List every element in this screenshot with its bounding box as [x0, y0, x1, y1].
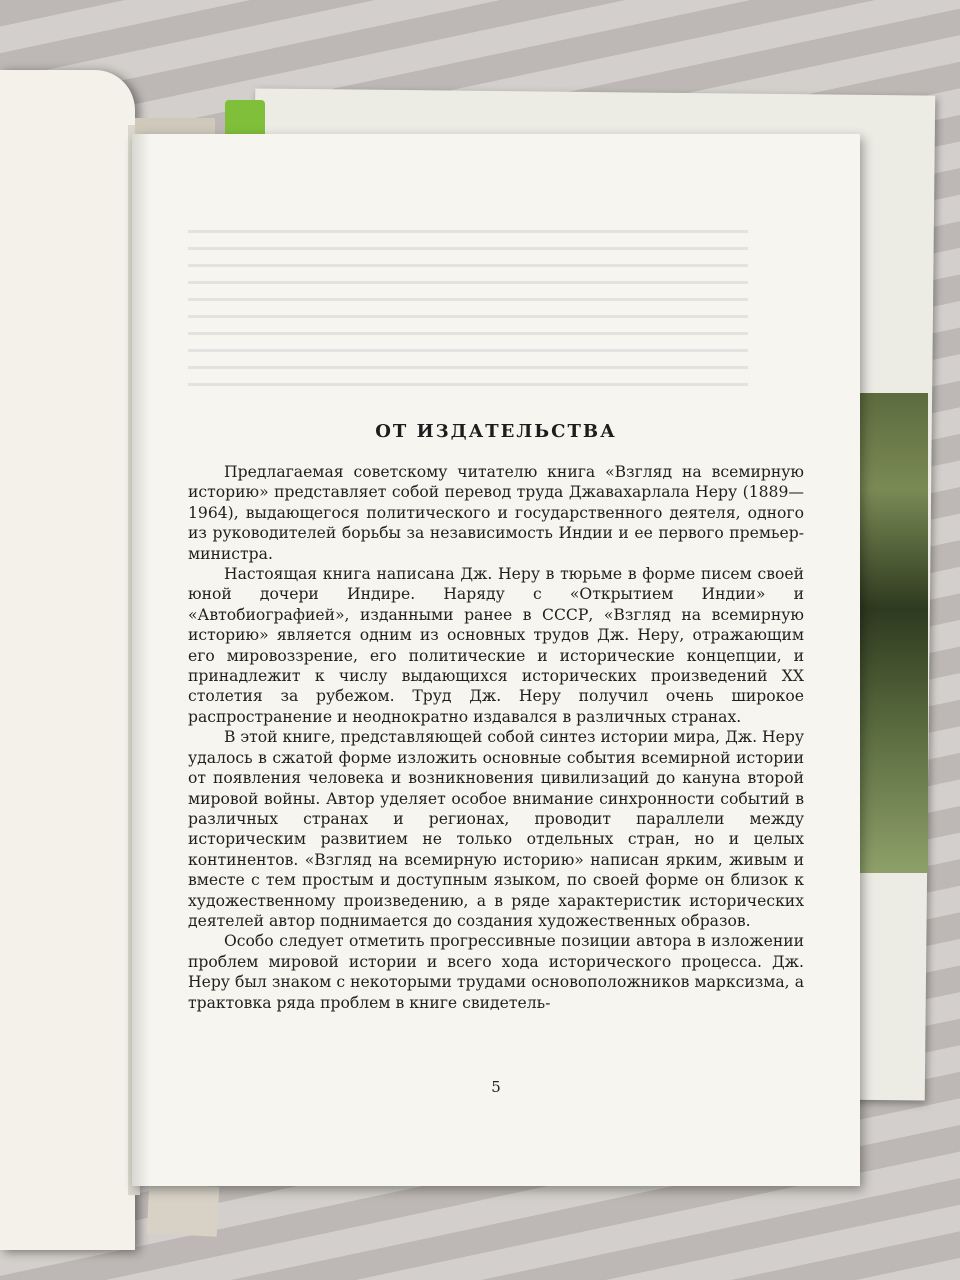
page-number: 5: [491, 1078, 501, 1096]
show-through-text: [188, 230, 748, 400]
background-book-illustration: [855, 393, 928, 873]
body-text: [188, 462, 804, 1013]
book-page: [132, 134, 860, 1186]
paragraph: Настоящая книга написана Дж. Неру в тюрьме в форме писем своей юной дочери Индире. Наряду с «Открытием Индии» и «Автобиографией», изданными ранее в СССР, «Взгляд на всемирную историю» является одним из основных трудов Дж. Неру, отражающим его мировоззрение, его политические и исторические концепции, и принадлежит к числу выдающихся исторических произведений XX столетия за рубежом. Труд Дж. Неру получил очень широкое распространение и неоднократно издавался в различных странах.: [188, 565, 804, 726]
book-left-cover: [0, 70, 135, 1250]
page-gutter-shadow: [132, 134, 150, 1186]
page-title: ОТ ИЗДАТЕЛЬСТВА: [375, 421, 617, 442]
paragraph: В этой книге, представляющей собой синтез истории мира, Дж. Неру удалось в сжатой форме изложить основные события всемирной истории от появления человека и возникновения цивилизаций до кануна второй мировой войны. Автор уделяет особое внимание синхронности событий в различных странах и регионах, проводит параллели между историческим развитием не только отдельных стран, но и целых континентов. «Взгляд на всемирную историю» написан ярким, живым и вместе с тем простым и доступным языком, по своей форме он близок к художественному произведению, а в ряде характеристик исторических деятелей автор поднимается до создания художественных образов.: [188, 728, 804, 930]
page-tab-bottom: [147, 1183, 220, 1237]
paragraph: Особо следует отметить прогрессивные позиции автора в изложении проблем мировой истории и всего хода исторического процесса. Дж. Неру был знаком с некоторыми трудами основоположников марксизма, а трактовка ряда проблем в книге свидетель-: [188, 932, 804, 1012]
paragraph: Предлагаемая советскому читателю книга «Взгляд на всемирную историю» представляет собой перевод труда Джавахарлала Неру (1889—1964), выдающегося политического и государственного деятеля, одного из руководителей борьбы за независимость Индии и ее первого премьер-министра.: [188, 463, 804, 563]
